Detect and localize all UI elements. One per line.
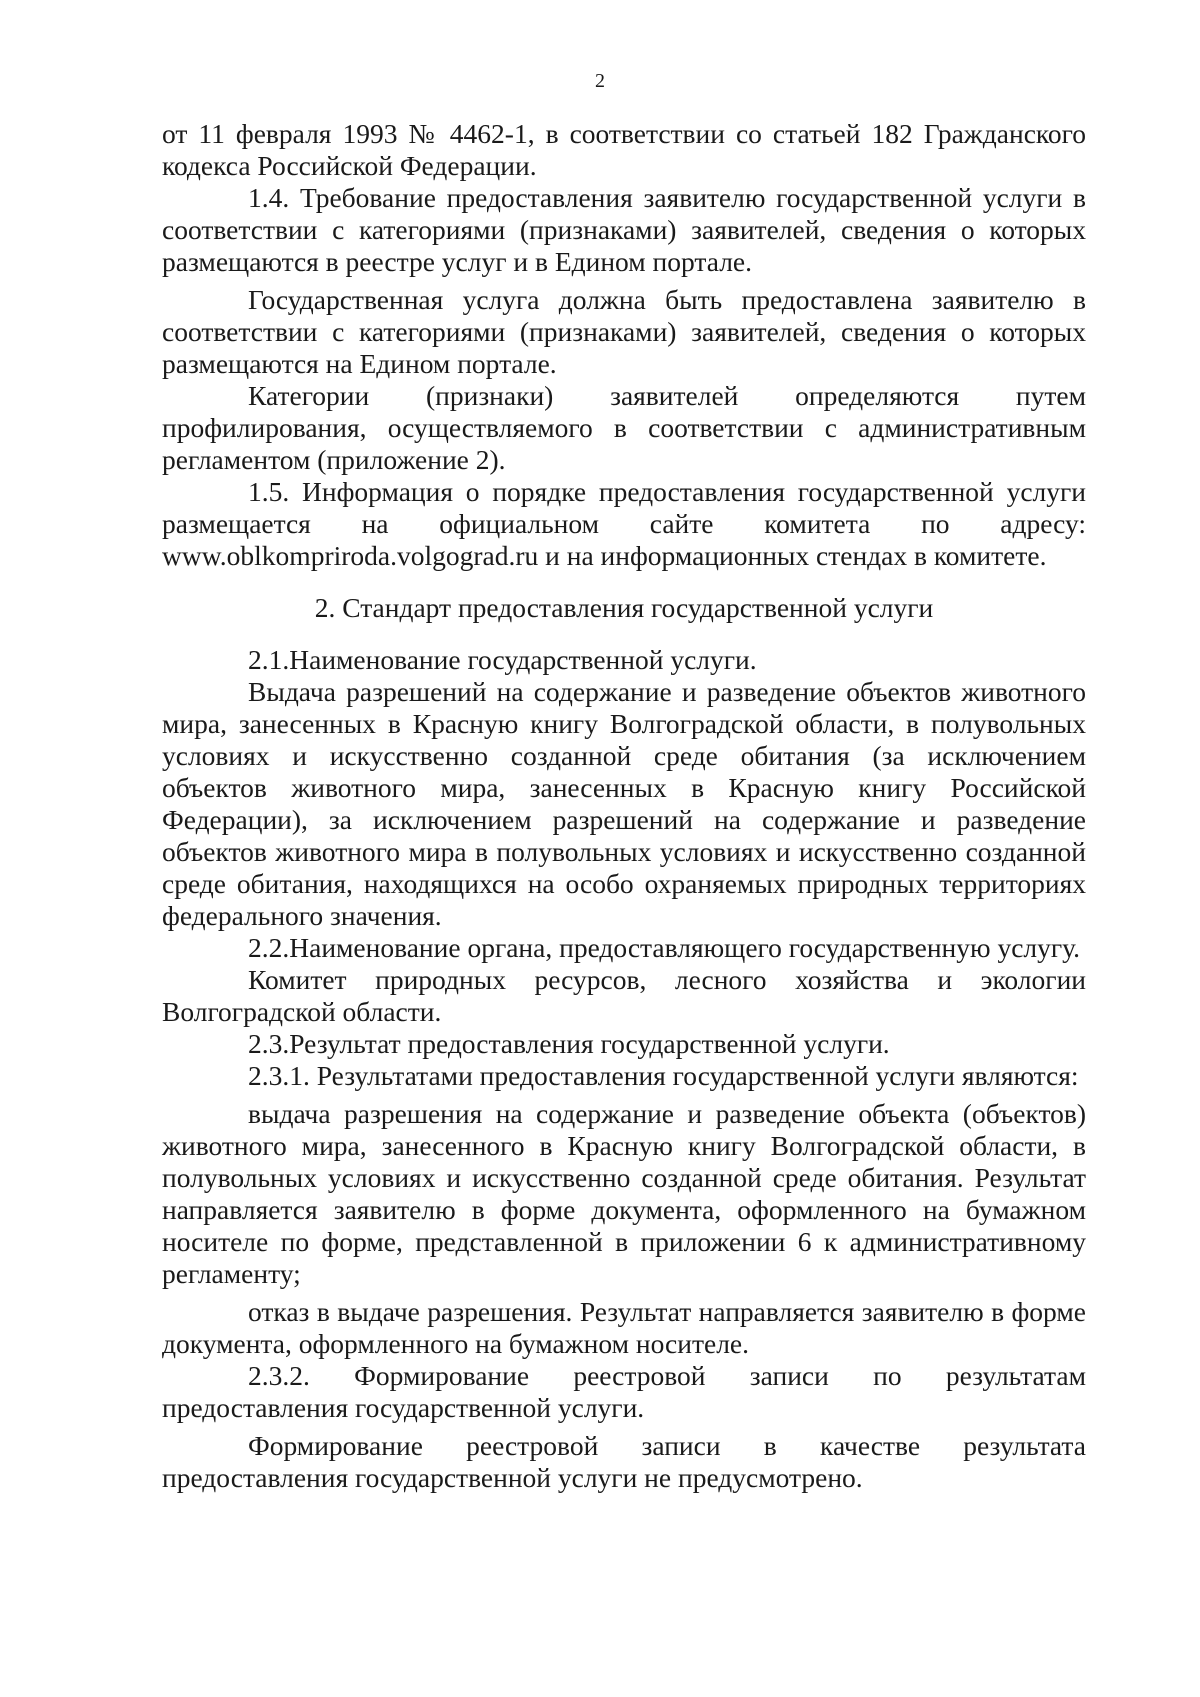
paragraph-categories: Категории (признаки) заявителей определяются путем профилирования, осуществляемого в соответствии с административным регламентом (приложение 2). <box>162 380 1086 475</box>
paragraph-committee: Комитет природных ресурсов, лесного хозяйства и экологии Волгоградской области. <box>162 964 1086 1027</box>
paragraph-2-3: 2.3.Результат предоставления государственной услуги. <box>248 1028 890 1059</box>
paragraph-result-refusal: отказ в выдаче разрешения. Результат направляется заявителю в форме документа, оформленного на бумажном носителе. <box>162 1296 1086 1359</box>
section-heading: 2. Стандарт предоставления государственной услуги <box>314 592 934 623</box>
paragraph-continuation: от 11 февраля 1993 № 4462-1, в соответствии со статьей 182 Гражданского кодекса Российской Федерации. <box>162 118 1086 181</box>
paragraph-result-issue: выдача разрешения на содержание и разведение объекта (объектов) животного мира, занесенного в Красную книгу Волгоградской области, в полувольных условиях и искусственно созданной среде обитания. Результат направляется заявителю в форме документа, оформленного на бумажном носителе по форме, представленной в приложении 6 к административному регламенту; <box>162 1098 1086 1289</box>
paragraph-1-5: 1.5. Информация о порядке предоставления государственной услуги размещается на официальном сайте комитета по адресу: www.oblkompriroda.volgograd.ru и на информационных стендах в комитете. <box>162 476 1086 571</box>
document-body <box>162 118 1086 1494</box>
paragraph-2-3-1: 2.3.1. Результатами предоставления государственной услуги являются: <box>248 1060 1079 1091</box>
paragraph-2-3-2: 2.3.2. Формирование реестровой записи по результатам предоставления государственной услуги. <box>162 1360 1086 1423</box>
paragraph-1-4: 1.4. Требование предоставления заявителю государственной услуги в соответствии с категориями (признаками) заявителей, сведения о которых размещаются в реестре услуг и в Едином портале. <box>162 182 1086 277</box>
paragraph-2-2: 2.2.Наименование органа, предоставляющего государственную услугу. <box>248 932 1081 963</box>
paragraph-service-provision: Государственная услуга должна быть предоставлена заявителю в соответствии с категориями (признаками) заявителей, сведения о которых размещаются на Едином портале. <box>162 284 1086 379</box>
paragraph-2-1: 2.1.Наименование государственной услуги. <box>248 644 757 675</box>
paragraph-service-name: Выдача разрешений на содержание и разведение объектов животного мира, занесенных в Красную книгу Волгоградской области, в полувольных условиях и искусственно созданной среде обитания (за исключением объектов животного мира, занесенных в Красную книгу Российской Федерации), за исключением разрешений на содержание и разведение объектов животного мира в полувольных условиях и искусственно созданной среде обитания, находящихся на особо охраняемых природных территориях федерального значения. <box>162 676 1086 931</box>
paragraph-registry-record: Формирование реестровой записи в качестве результата предоставления государственной услуги не предусмотрено. <box>162 1430 1086 1493</box>
page-number: 2 <box>595 70 605 92</box>
